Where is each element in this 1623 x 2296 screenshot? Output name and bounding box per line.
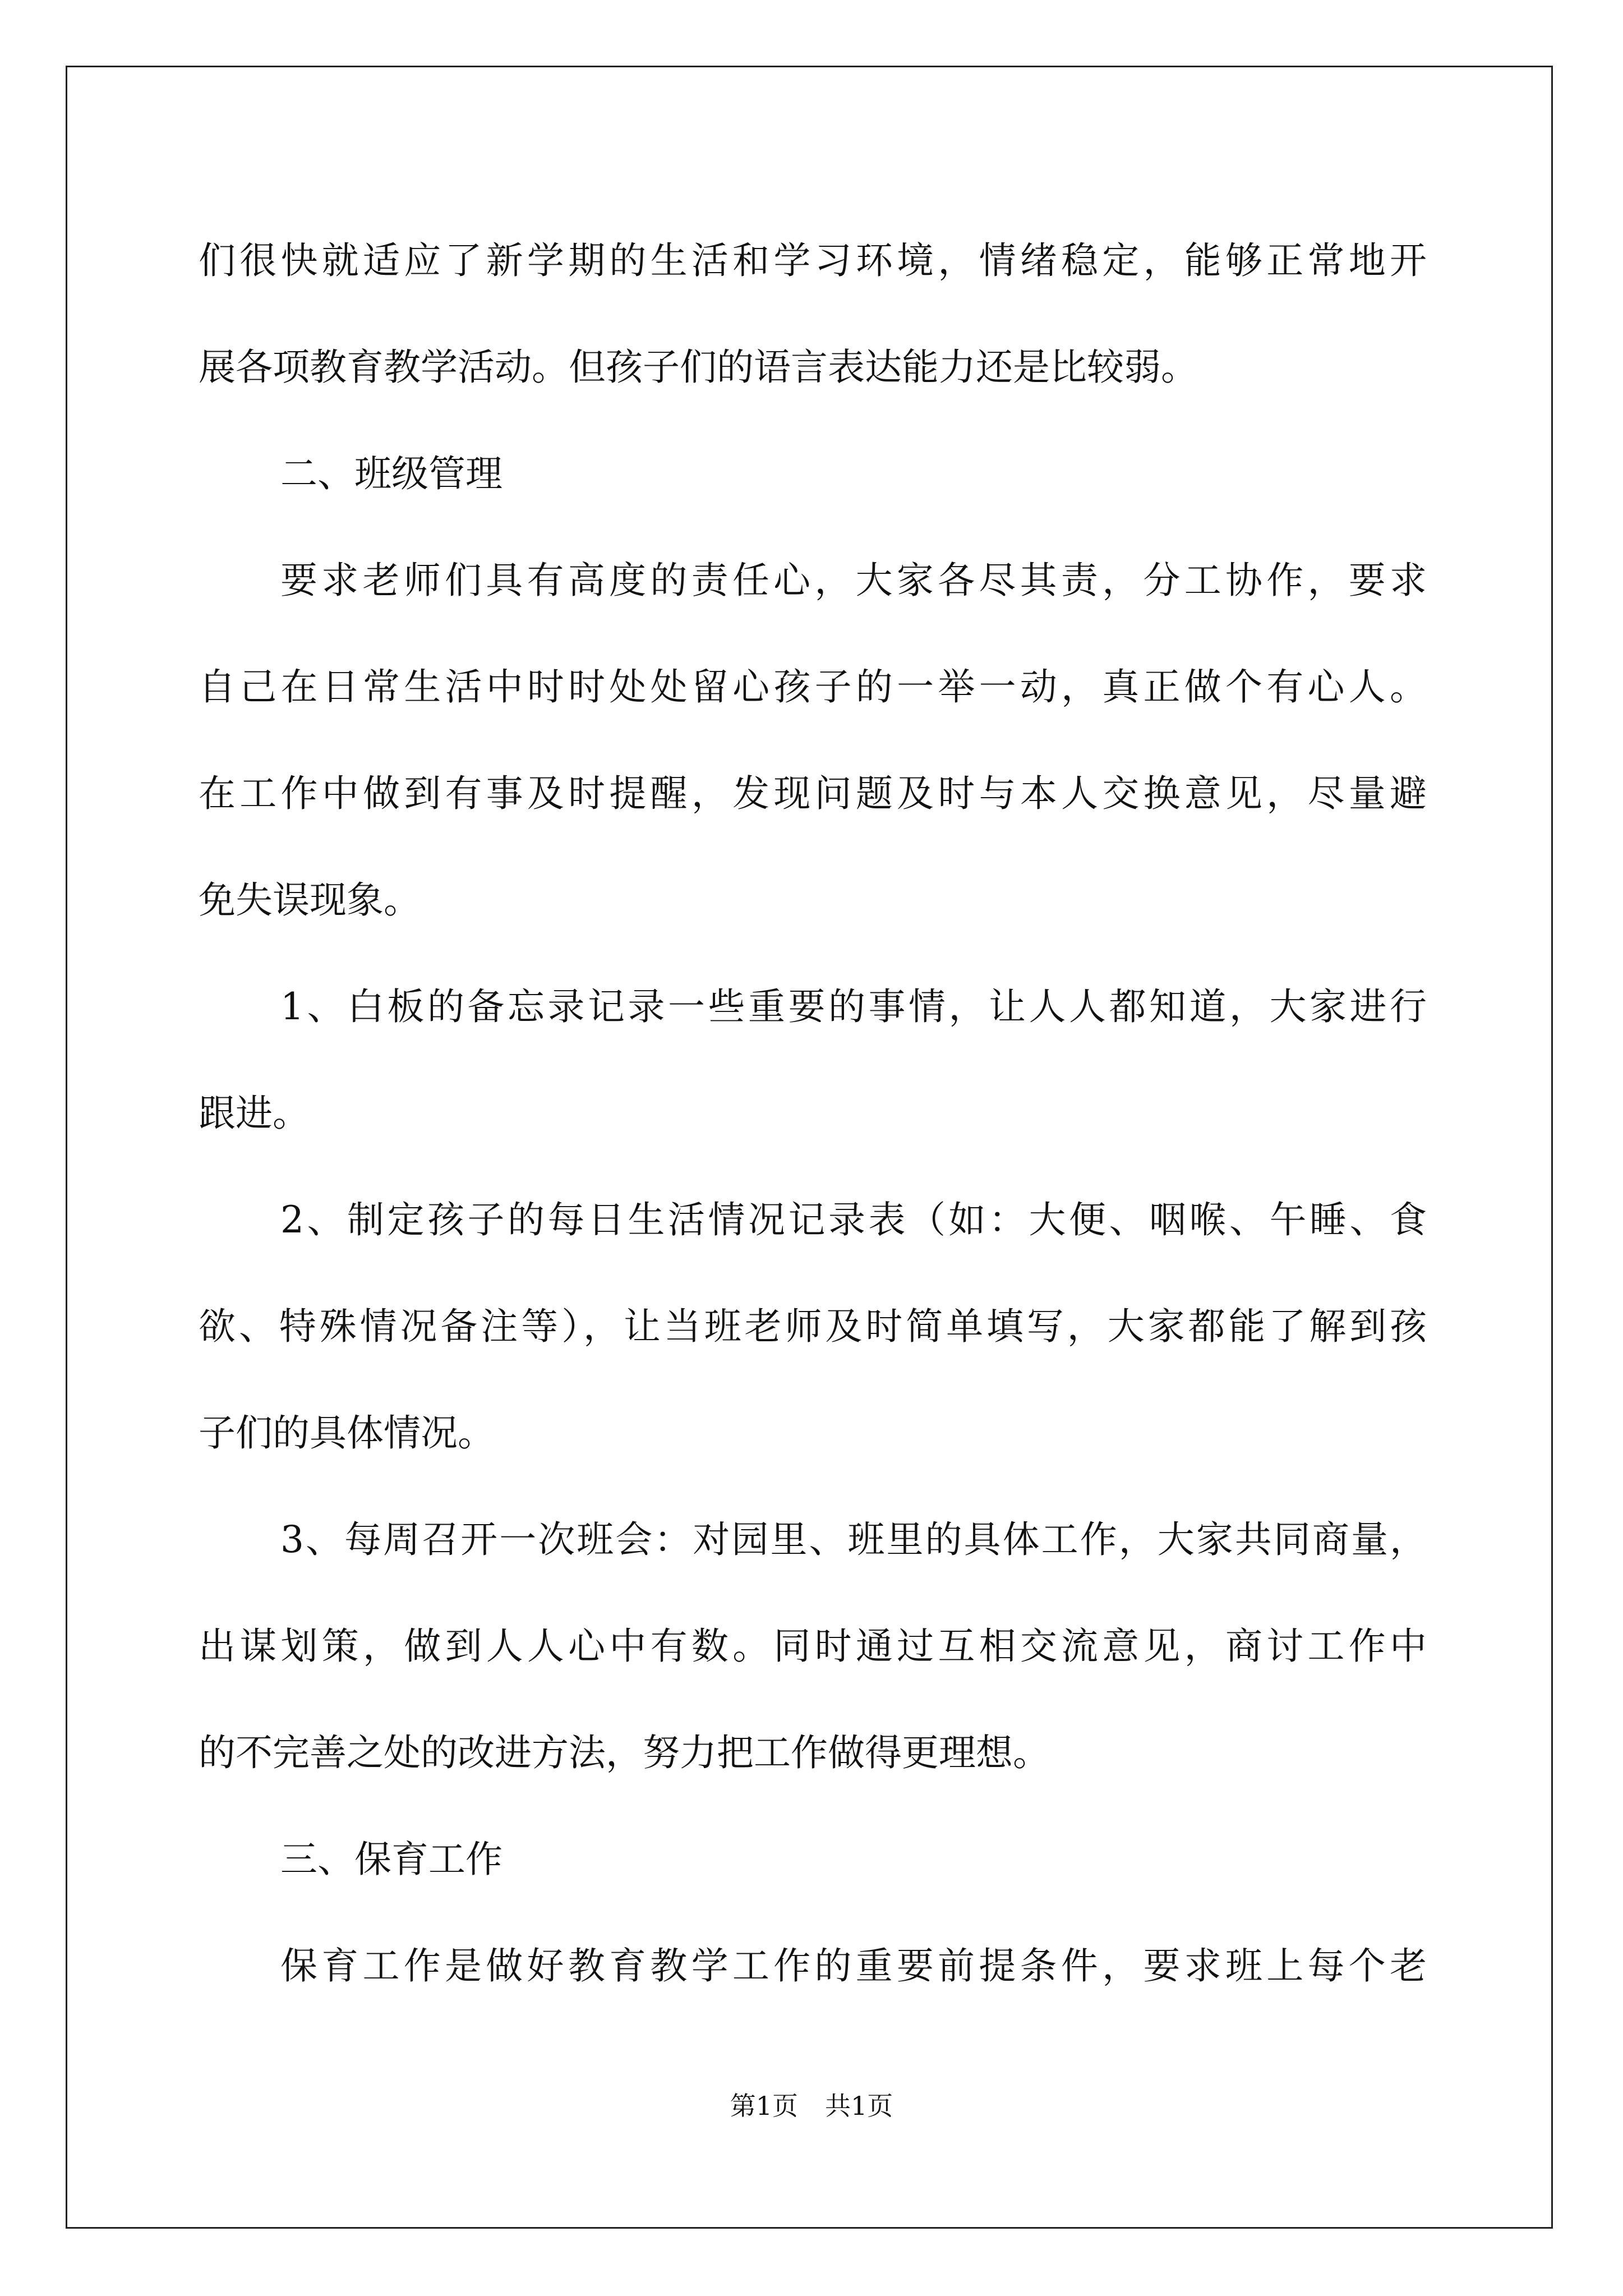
list-item: 3、每周召开一次班会：对园里、班里的具体工作，大家共同商量，: [280, 1518, 1427, 1561]
document-body: [199, 208, 1427, 2019]
page-footer: [0, 2089, 1623, 2123]
text-line: 的不完善之处的改进方法，努力把工作做得更理想。: [199, 1731, 1050, 1774]
text-line: 出谋划策，做到人人心中有数。同时通过互相交流意见，商讨工作中: [199, 1625, 1427, 1668]
list-item: 2、制定孩子的每日生活情况记录表（如：大便、咽喉、午睡、食: [280, 1198, 1427, 1241]
text-line: 免失误现象。: [199, 878, 421, 922]
text-line: 欲、特殊情况备注等），让当班老师及时简单填写，大家都能了解到孩: [199, 1305, 1427, 1348]
text-line: 保育工作是做好教育教学工作的重要前提条件，要求班上每个老: [280, 1944, 1427, 1987]
page-total: 共1页: [825, 2091, 893, 2121]
text-line: 自己在日常生活中时时处处留心孩子的一举一动，真正做个有心人。: [199, 665, 1427, 708]
text-line: 跟进。: [199, 1092, 310, 1135]
page-number: 第1页: [730, 2091, 798, 2121]
text-line: 要求老师们具有高度的责任心，大家各尽其责，分工协作，要求: [280, 559, 1427, 602]
section-heading: 三、保育工作: [280, 1838, 502, 1881]
text-line: 子们的具体情况。: [199, 1411, 495, 1455]
list-item: 1、白板的备忘录记录一些重要的事情，让人人都知道，大家进行: [280, 985, 1427, 1028]
text-line: 们很快就适应了新学期的生活和学习环境，情绪稳定，能够正常地开: [199, 239, 1427, 282]
section-heading: 二、班级管理: [280, 452, 502, 495]
text-line: 展各项教育教学活动。但孩子们的语言表达能力还是比较弱。: [199, 346, 1198, 389]
text-line: 在工作中做到有事及时提醒，发现问题及时与本人交换意见，尽量避: [199, 772, 1427, 815]
